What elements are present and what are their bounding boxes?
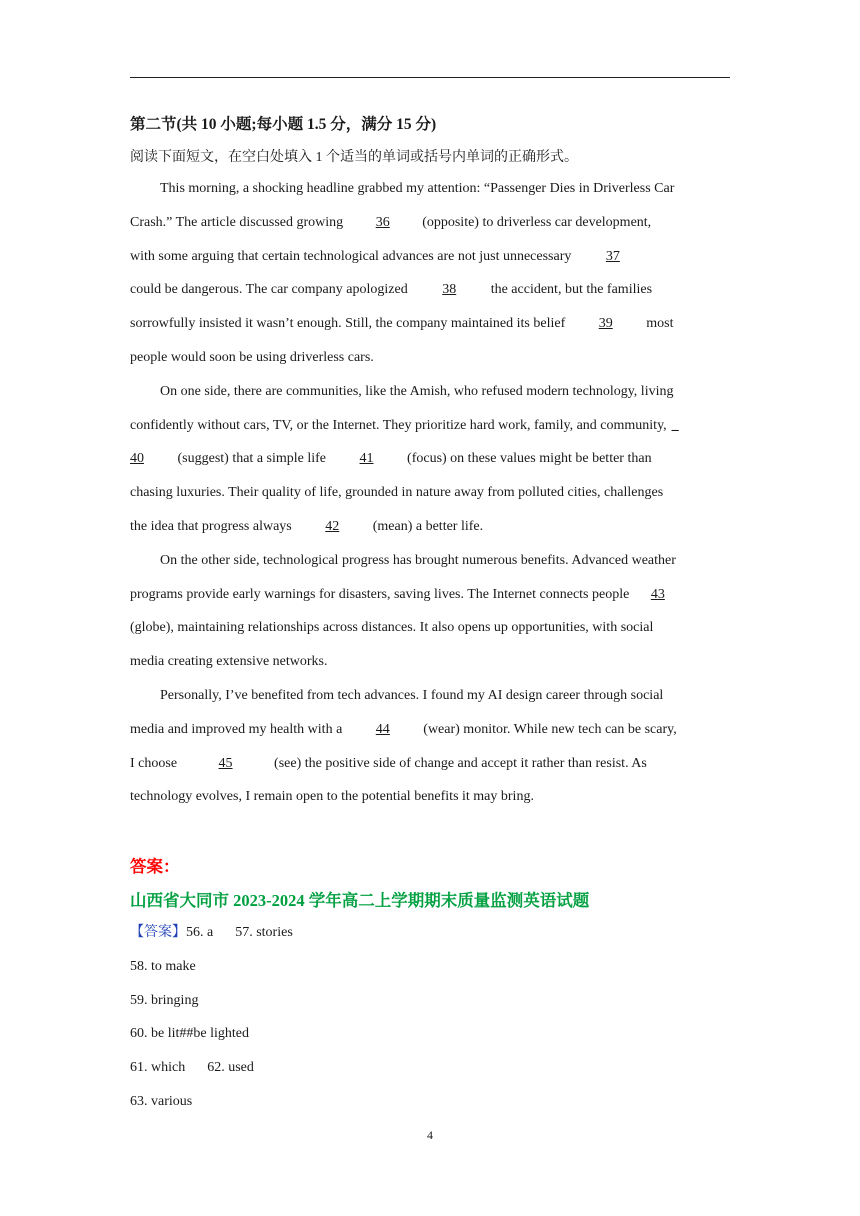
- answer-61: 61. which: [130, 1060, 186, 1076]
- answer-56: 56. a: [186, 925, 214, 940]
- passage-line: chasing luxuries. Their quality of life, grounded in nature away from polluted cities, challenges: [130, 485, 664, 501]
- passage-line: This morning, a shocking headline grabbed my attention: “Passenger Dies in Driverless Car: [160, 181, 675, 196]
- answer-62: 62. used: [207, 1060, 254, 1076]
- passage-line: with some arguing that certain technological advances are not just unnecessary 37: [130, 242, 730, 276]
- passage-line: Personally, I’ve benefited from tech advances. I found my AI design career through social: [160, 687, 664, 703]
- passage-line: programs provide early warnings for disasters, saving lives. The Internet connects people 43: [130, 580, 730, 614]
- passage-line: On the other side, technological progress has brought numerous benefits. Advanced weather: [160, 552, 676, 568]
- answer-57: 57. stories: [235, 925, 293, 940]
- section-heading: 第二节(共 10 小题;每小题 1.5 分，满分 15 分): [130, 116, 437, 133]
- source-title: 山西省大同市 2023-2024 学年高二上学期期末质量监测英语试题: [130, 891, 590, 910]
- passage-line: could be dangerous. The car company apologized 38 the accident, but the families: [130, 275, 730, 309]
- answer-line: [130, 1053, 293, 1087]
- passage-line: technology evolves, I remain open to the potential benefits it may bring.: [130, 789, 534, 805]
- passage-line: media creating extensive networks.: [130, 654, 328, 670]
- header-rule: [130, 77, 730, 78]
- answer-58: 58. to make: [130, 958, 196, 974]
- blank-40-start: _: [671, 417, 679, 433]
- passage-line: sorrowfully insisted it wasn’t enough. Still, the company maintained its belief 39 most: [130, 309, 730, 343]
- blank-43: 43: [650, 586, 665, 602]
- blank-42: 42: [325, 518, 340, 534]
- answer-line: [130, 986, 293, 1020]
- passage-line: the idea that progress always 42 (mean) a better life.: [130, 512, 730, 546]
- passage-line: people would soon be using driverless cars.: [130, 349, 374, 365]
- answer-line: [130, 952, 293, 986]
- answer-line: [130, 1087, 293, 1121]
- answer-60: 60. be lit##be lighted: [130, 1026, 249, 1042]
- answer-tag: 【答案】: [130, 925, 186, 940]
- blank-37: 37: [605, 248, 620, 264]
- answer-59: 59. bringing: [130, 992, 199, 1008]
- answer-line: [130, 918, 293, 952]
- passage-line: Crash.” The article discussed growing 36 (opposite) to driverless car development,: [130, 208, 730, 242]
- blank-41: 41: [359, 451, 374, 467]
- answer-list: [130, 918, 293, 1121]
- blank-39: 39: [598, 316, 613, 332]
- passage-line: On one side, there are communities, like the Amish, who refused modern technology, living: [160, 383, 674, 399]
- blank-40: 40: [130, 451, 144, 467]
- answer-63: 63. various: [130, 1093, 193, 1109]
- cloze-passage: [130, 174, 730, 816]
- page-number: 4: [427, 1128, 433, 1142]
- answer-line: [130, 1019, 293, 1053]
- passage-line: confidently without cars, TV, or the Internet. They prioritize hard work, family, and community, _: [130, 411, 730, 445]
- blank-36: 36: [375, 214, 390, 230]
- blank-44: 44: [375, 721, 390, 737]
- passage-line: I choose 45 (see) the positive side of change and accept it rather than resist. As: [130, 749, 730, 783]
- passage-line: media and improved my health with a 44 (wear) monitor. While new tech can be scary,: [130, 715, 730, 749]
- passage-line: 40 (suggest) that a simple life 41 (focus) on these values might be better than: [130, 444, 730, 478]
- blank-45: 45: [218, 755, 233, 771]
- blank-38: 38: [442, 282, 457, 298]
- answer-label: 答案：: [130, 857, 180, 876]
- instruction-text: 阅读下面短文，在空白处填入 1 个适当的单词或括号内单词的正确形式。: [130, 150, 578, 165]
- passage-line: (globe), maintaining relationships across distances. It also opens up opportunities, with social: [130, 620, 654, 636]
